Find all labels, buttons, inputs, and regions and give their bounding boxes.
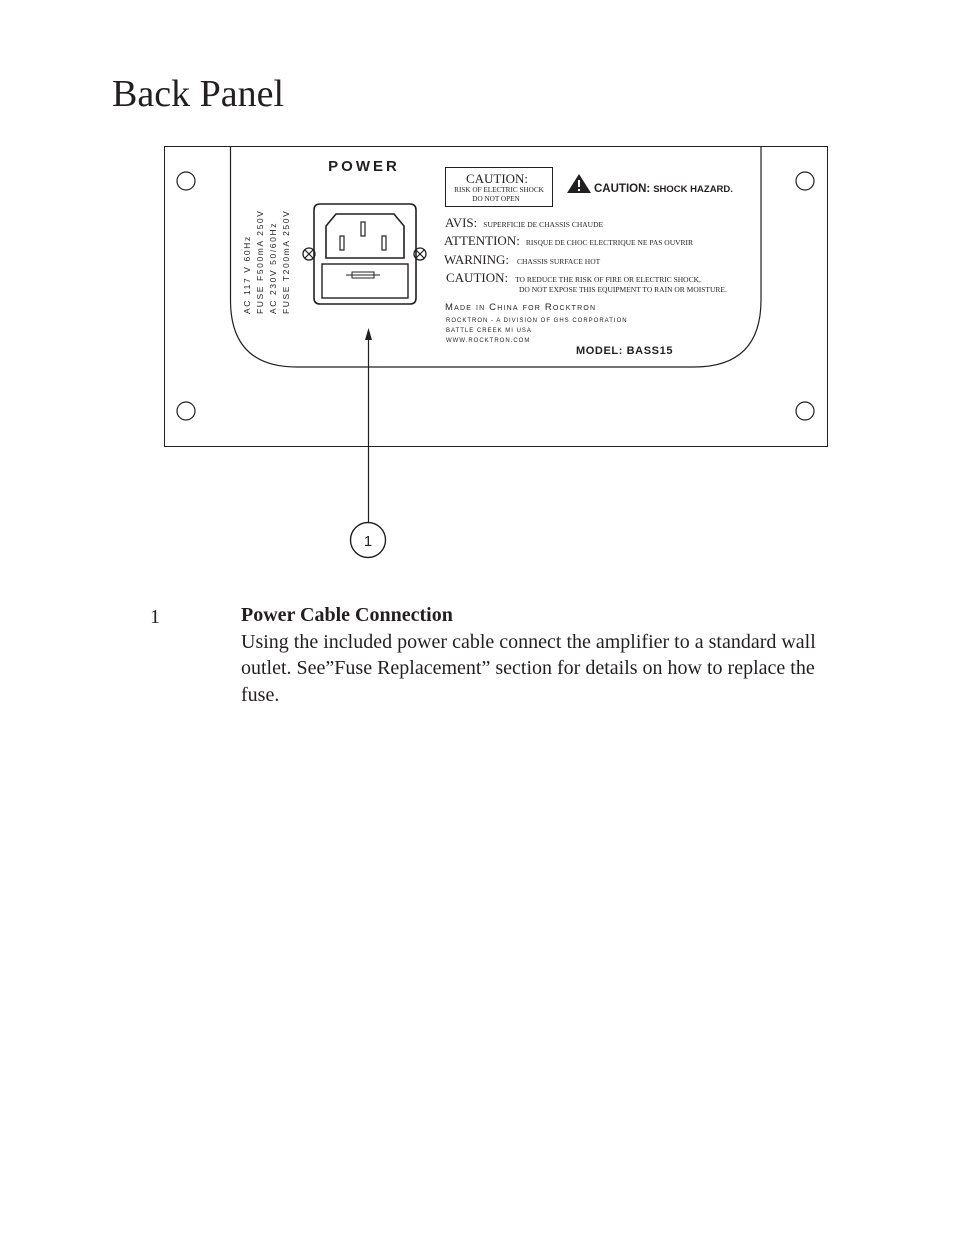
socket-pin-right [382,236,386,250]
screw-hole-top-left [177,172,195,190]
voltage-line-3: AC 230V 50/60Hz [268,221,278,314]
model-label: MODEL: BASS15 [576,345,674,357]
screw-hole-top-right [796,172,814,190]
page-title: Back Panel [112,73,285,115]
item-heading: Power Cable Connection [241,604,453,626]
caution-box-title: CAUTION: [465,171,529,186]
voltage-line-4: FUSE T200mA 250V [281,209,291,314]
voltage-line-2: FUSE F500mA 250V [255,209,265,314]
screw-hole-bottom-right [796,402,814,420]
socket-pin-left [340,236,344,250]
caution-box-line2: DO NOT OPEN [472,195,520,203]
website-label: WWW.ROCKTRON.COM [446,338,531,344]
power-label: POWER [328,158,400,175]
warning-attention: ATTENTION: RISQUE DE CHOC ELECTRIQUE NE PAS OUVRIR [444,233,694,248]
callout-number: 1 [363,533,373,550]
voltage-line-1: AC 117 V 60Hz [242,235,252,314]
fuse-drawer [322,264,408,298]
location-label: BATTLE CREEK MI USA [446,328,532,334]
warning-avis: AVIS: SUPERFICIE DE CHASSIS CHAUDE [445,215,604,230]
callout-arrow [365,328,372,522]
item-body: Using the included power cable connect the amplifier to a standard wall outlet. See”Fuse Replacement” section for details on how to replace the fuse. [241,630,816,706]
warning-caution: CAUTION: TO REDUCE THE RISK OF FIRE OR ELECTRIC SHOCK, [446,270,701,285]
power-inlet [314,204,416,304]
made-in-label: Made in China for Rocktron [445,302,597,313]
warning-caution-line2: DO NOT EXPOSE THIS EQUIPMENT TO RAIN OR MOISTURE. [519,285,727,294]
socket-pin-center [361,222,365,236]
shock-hazard-label: CAUTION: SHOCK HAZARD. [594,183,733,195]
item-description [241,602,841,708]
back-panel-diagram [0,0,954,600]
item-number: 1 [150,606,160,628]
screw-hole-bottom-left [177,402,195,420]
division-label: ROCKTRON - A DIVISION OF GHS CORPORATION [446,318,628,324]
caution-box-line1: RISK OF ELECTRIC SHOCK [454,186,544,194]
warning-warning: WARNING: CHASSIS SURFACE HOT [444,252,601,267]
warning-triangle-icon [567,174,591,193]
